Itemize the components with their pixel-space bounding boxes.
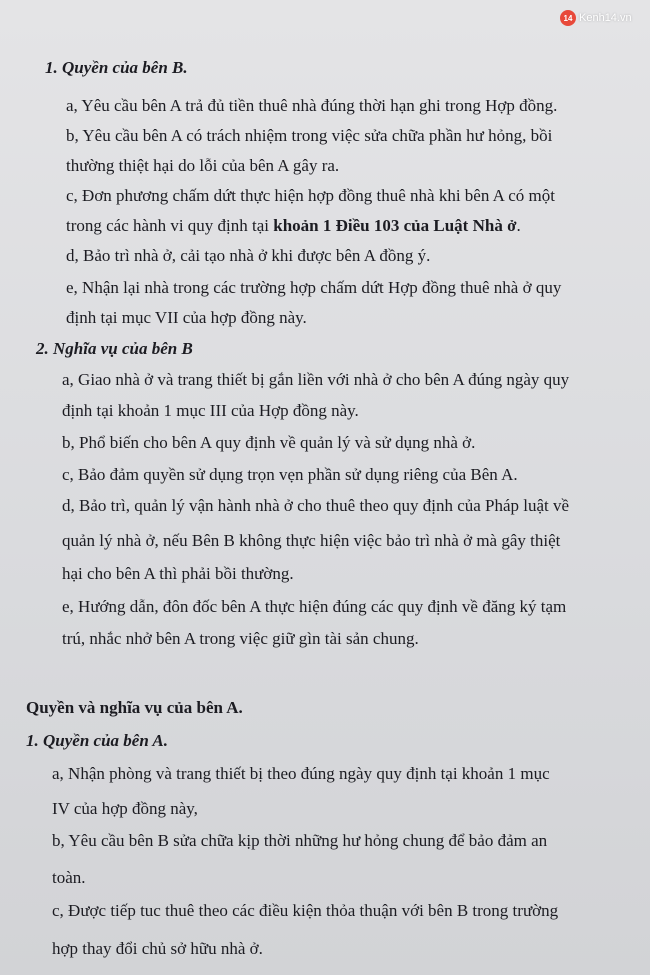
text-line: e, Hướng dẫn, đôn đốc bên A thực hiện đúng các quy định về đăng ký tạm bbox=[62, 597, 567, 616]
text-line: a, Yêu cầu bên A trả đủ tiền thuê nhà đúng thời hạn ghi trong Hợp đồng. bbox=[66, 96, 558, 115]
text-segment: . bbox=[516, 216, 521, 235]
text-line: a, Giao nhà ở và trang thiết bị gắn liền với nhà ở cho bên A đúng ngày quy bbox=[62, 370, 570, 389]
text-line: định tại khoản 1 mục III của Hợp đồng này. bbox=[62, 401, 359, 420]
text-line: trú, nhắc nhở bên A trong việc giữ gìn tài sản chung. bbox=[62, 629, 419, 648]
text-line: e, Nhận lại nhà trong các trường hợp chấm dứt Hợp đồng thuê nhà ở quy bbox=[66, 278, 562, 297]
text-line: c, Đơn phương chấm dứt thực hiện hợp đồng thuê nhà khi bên A có một bbox=[66, 186, 555, 205]
text-line: b, Yêu cầu bên B sửa chữa kịp thời những hư hỏng chung để bảo đảm an bbox=[52, 831, 548, 850]
text-line: c, Được tiếp tuc thuê theo các điều kiện thỏa thuận với bên B trong trường bbox=[52, 901, 559, 920]
text-line: d, Bảo trì nhà ở, cải tạo nhà ở khi được bên A đồng ý. bbox=[66, 246, 431, 265]
text-line: toàn. bbox=[52, 868, 86, 887]
kenh14-logo-text: Kenh14.vn bbox=[579, 12, 632, 24]
text-line: b, Yêu cầu bên A có trách nhiệm trong việc sửa chữa phần hư hỏng, bồi bbox=[66, 126, 553, 145]
text-line: b, Phổ biến cho bên A quy định về quản lý và sử dụng nhà ở. bbox=[62, 433, 476, 452]
kenh14-badge-icon: 14 bbox=[560, 10, 576, 26]
text-line: c, Bảo đảm quyền sử dụng trọn vẹn phần sử dụng riêng của Bên A. bbox=[62, 465, 518, 484]
text-segment: trong các hành vi quy định tại bbox=[66, 216, 274, 235]
kenh14-logo bbox=[560, 10, 632, 26]
heading-rights-obligations-of-a: Quyền và nghĩa vụ của bên A. bbox=[26, 698, 243, 717]
text-line: a, Nhận phòng và trang thiết bị theo đúng ngày quy định tại khoản 1 mục bbox=[52, 764, 550, 783]
heading-rights-of-a: 1. Quyền của bên A. bbox=[26, 731, 168, 750]
heading-rights-of-b: 1. Quyền của bên B. bbox=[45, 58, 188, 77]
text-line: d, Bảo trì, quản lý vận hành nhà ở cho thuê theo quy định của Pháp luật về bbox=[62, 496, 570, 515]
law-reference: khoản 1 Điều 103 của Luật Nhà ở bbox=[273, 216, 517, 235]
heading-obligations-of-b: 2. Nghĩa vụ của bên B bbox=[36, 339, 193, 358]
text-line: hợp thay đổi chủ sở hữu nhà ở. bbox=[52, 939, 263, 958]
text-line: quản lý nhà ở, nếu Bên B không thực hiện việc bảo trì nhà ở mà gây thiệt bbox=[62, 531, 561, 550]
text-line: hại cho bên A thì phải bồi thường. bbox=[62, 564, 294, 583]
text-line: định tại mục VII của hợp đồng này. bbox=[66, 308, 307, 327]
text-line: thường thiệt hại do lỗi của bên A gây ra. bbox=[66, 156, 340, 175]
text-line: IV của hợp đồng này, bbox=[52, 799, 198, 818]
text-line-with-bold bbox=[66, 215, 521, 237]
